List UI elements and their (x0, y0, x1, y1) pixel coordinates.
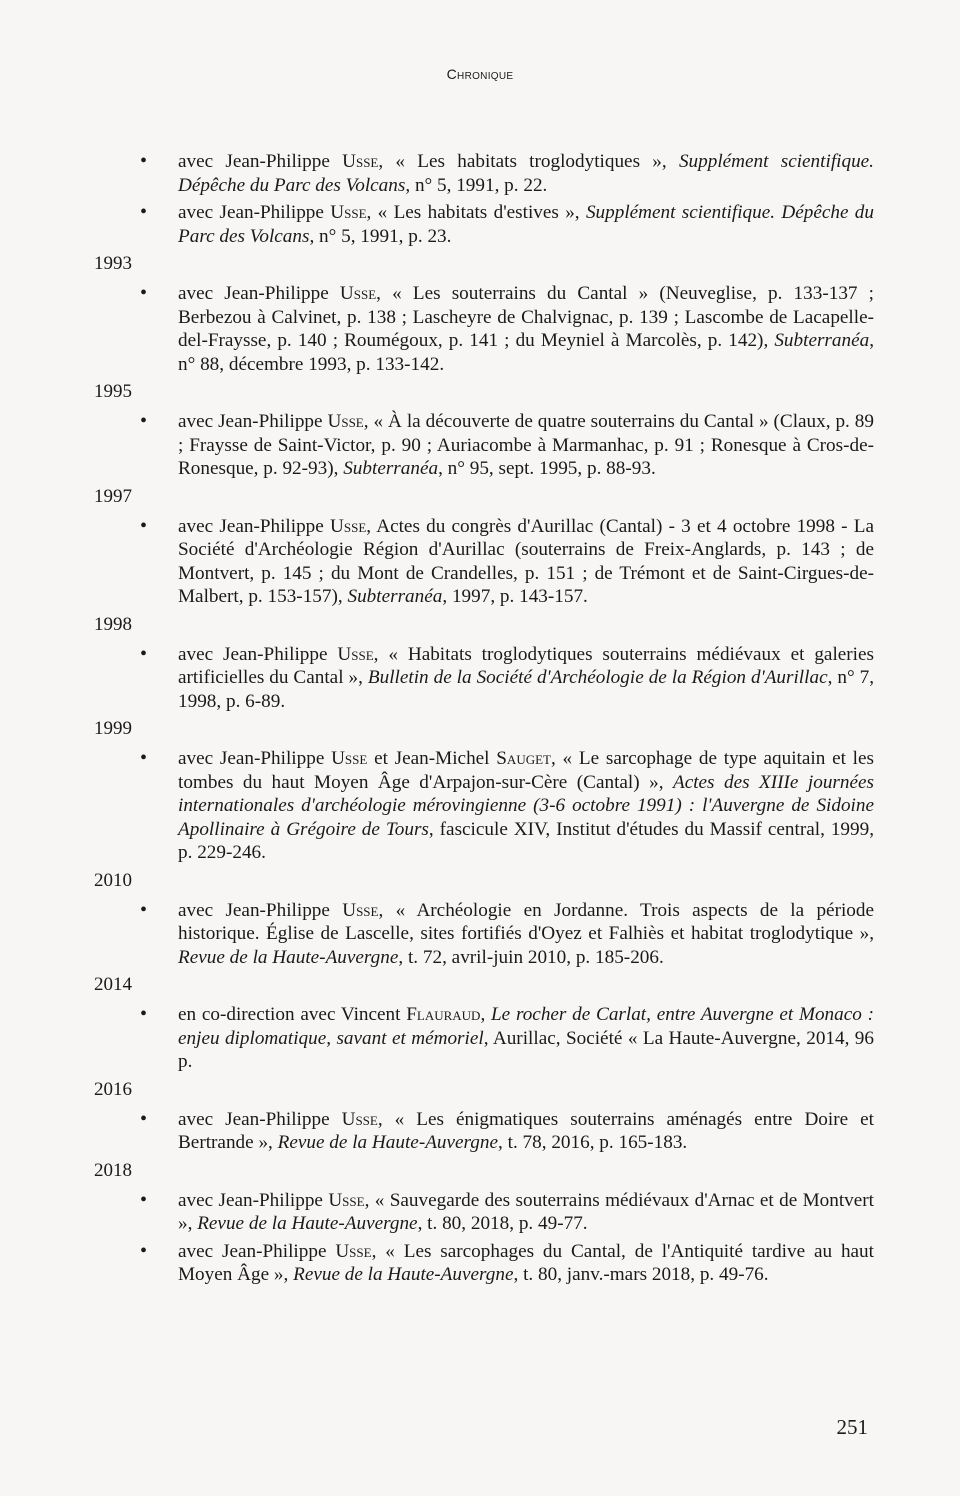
bullet-icon: • (140, 410, 148, 432)
citation-text: , « Le sarcophage de type aquitain et les tombes du haut Moyen Âge d'Arpajon-sur-Cère (Cantal) », (178, 748, 874, 793)
page-number: 251 (836, 1415, 868, 1439)
bullet-icon: • (140, 1239, 148, 1262)
bullet-icon: • (140, 150, 148, 172)
citation-text: , « Habitats troglodytiques souterrains médiévaux et galeries artificielles du Cantal », (178, 643, 874, 688)
citation-title: Actes des XIIIe journées internationales d'archéologie mérovingienne (3-6 octobre 1991) : l'Auvergne de Sidoine Apollinaire à Grégoire de Tours (178, 771, 874, 840)
bullet-icon: • (140, 514, 148, 537)
citation-text: , n° 95, sept. 1995, p. 88-93. (438, 458, 656, 479)
year-heading: 1997 (94, 485, 132, 507)
bibliography-entry (94, 1189, 874, 1236)
bibliography-entry (94, 1108, 874, 1155)
citation-text: , n° 5, 1991, p. 23. (309, 225, 452, 247)
author-name: Usse (342, 899, 379, 921)
citation-text: , n° 7, 1998, p. 6-89. (178, 667, 874, 712)
bibliography-entry (94, 410, 874, 481)
year-heading: 1995 (94, 381, 132, 402)
citation-text: , 1997, p. 143-157. (442, 586, 588, 607)
bibliography-entry (94, 282, 874, 376)
bullet-icon: • (140, 1107, 148, 1130)
citation-text: , (480, 1004, 492, 1025)
citation-text: et Jean-Michel (367, 748, 497, 769)
year-heading: 1993 (94, 253, 132, 274)
bullet-icon: • (140, 1188, 148, 1211)
author-name: Usse (327, 411, 364, 432)
bibliography-list (94, 150, 874, 1291)
citation-title: Subterranéa (343, 458, 439, 479)
bullet-icon: • (140, 747, 148, 769)
citation-text: , « Les énigmatiques souterrains aménagés entre Doire et Bertrande », (178, 1108, 874, 1153)
bibliography-entry (94, 1240, 874, 1287)
citation-text: avec Jean-Philippe (178, 643, 338, 665)
year-heading: 2018 (94, 1159, 132, 1181)
citation-text: , « Les habitats troglodytiques », (378, 151, 679, 172)
author-name: Usse (330, 515, 367, 537)
citation-text: , « Les souterrains du Cantal » (Neuveglise, p. 133-137 ; Berbezou à Calvinet, p. 138 ; Lascheyre de Chalvignac, p. 139 ; Lascombe de Lacapelle-del-Fraysse, p. 140 ; Roumégoux, p. 141 ; du Meyniel à Marcolès, p. 142), (178, 283, 874, 351)
citation-text: , t. 72, avril-juin 2010, p. 185-206. (398, 946, 664, 968)
citation-title: Revue de la Haute-Auvergne (197, 1213, 418, 1234)
bibliography-entry (94, 515, 874, 609)
citation-text: avec Jean-Philippe (178, 283, 340, 304)
citation-title: Subterranéa (347, 586, 443, 607)
author-name: Usse (335, 1240, 372, 1262)
author-name: Usse (342, 151, 379, 172)
citation-title: Supplément scientifique. Dépêche du Parc des Volcans (178, 202, 874, 247)
year-heading: 2014 (94, 974, 132, 995)
citation-title: Bulletin de la Société d'Archéologie de la Région d'Aurillac (367, 667, 828, 688)
bibliography-entry (94, 747, 874, 865)
year-heading: 1999 (94, 718, 132, 739)
citation-text: avec Jean-Philippe (178, 411, 328, 432)
author-name: Flauraud (406, 1004, 481, 1025)
citation-text: , Aurillac, Société « La Haute-Auvergne, 2014, 96 p. (178, 1027, 874, 1072)
citation-text: , fascicule XIV, Institut d'études du Massif central, 1999, p. 229-246. (178, 818, 875, 863)
bullet-icon: • (140, 282, 148, 304)
citation-text: , t. 78, 2016, p. 165-183. (498, 1132, 688, 1153)
bullet-icon: • (140, 1003, 148, 1025)
author-name: Usse (330, 202, 367, 223)
bullet-icon: • (140, 642, 148, 665)
citation-text: avec Jean-Philippe (178, 1240, 336, 1262)
citation-text: avec Jean-Philippe (178, 1108, 342, 1130)
citation-text: , t. 80, 2018, p. 49-77. (417, 1213, 588, 1234)
citation-title: Revue de la Haute-Auvergne (293, 1264, 514, 1285)
author-name: Usse (328, 1189, 365, 1211)
citation-title: Subterranéa (774, 330, 870, 351)
year-heading: 1998 (94, 613, 132, 635)
running-head: Chronique (446, 66, 514, 82)
citation-text: avec Jean-Philippe (178, 1189, 329, 1211)
citation-text: , n° 5, 1991, p. 22. (405, 174, 548, 196)
author-name: Usse (341, 1108, 378, 1130)
bullet-icon: • (140, 898, 148, 921)
bibliography-entry (94, 201, 874, 248)
bibliography-entry (94, 643, 874, 714)
citation-text: en co-direction avec Vincent (178, 1004, 407, 1025)
year-heading: 2016 (94, 1078, 132, 1100)
citation-text: avec Jean-Philippe (178, 515, 331, 537)
author-name: Usse (337, 643, 374, 665)
bibliography-entry (94, 1003, 874, 1074)
citation-text: avec Jean-Philippe (178, 202, 331, 223)
citation-text: , « Les sarcophages du Cantal, de l'Antiquité tardive au haut Moyen Âge », (178, 1240, 874, 1285)
citation-text: , Actes du congrès d'Aurillac (Cantal) - 3 et 4 octobre 1998 - La Société d'Archéologie Région d'Aurillac (souterrains de Freix-Anglards, p. 143 ; de Montvert, p. 145 ; du Mont de Crandelles, p. 151 ; de Trémont et de Saint-Cirgues-de-Malbert, p. 153-157), (178, 515, 875, 607)
citation-text: , « À la découverte de quatre souterrains du Cantal » (Claux, p. 89 ; Fraysse de Saint-Victor, p. 90 ; Auriacombe à Marmanhac, p. 91 ; Ronesque à Cros-de-Ronesque, p. 92-93), (178, 411, 874, 479)
citation-text: , n° 88, décembre 1993, p. 133-142. (178, 330, 874, 375)
author-name: Sauget (496, 748, 551, 769)
citation-text: , « Les habitats d'estives », (366, 202, 586, 223)
citation-text: , « Archéologie en Jordanne. Trois aspects de la période historique. Église de Lascelle, sites fortifiés d'Oyez et Falhiès et habitat troglodytique », (178, 899, 874, 944)
citation-title: Revue de la Haute-Auvergne (178, 946, 399, 968)
bibliography-entry (94, 150, 874, 197)
bullet-icon: • (140, 201, 148, 223)
citation-text: , t. 80, janv.-mars 2018, p. 49-76. (513, 1264, 769, 1285)
year-heading: 2010 (94, 869, 132, 891)
citation-text: avec Jean-Philippe (178, 748, 332, 769)
citation-title: Supplément scientifique. Dépêche du Parc des Volcans (178, 151, 874, 196)
citation-text: avec Jean-Philippe (178, 899, 343, 921)
citation-title: Revue de la Haute-Auvergne (277, 1132, 499, 1153)
citation-text: avec Jean-Philippe (178, 151, 343, 172)
citation-title: Le rocher de Carlat, entre Auvergne et Monaco : enjeu diplomatique, savant et mémoriel (178, 1004, 875, 1049)
bibliography-entry (94, 899, 874, 970)
citation-text: , « Sauvegarde des souterrains médiévaux d'Arnac et de Montvert », (178, 1189, 874, 1234)
author-name: Usse (331, 748, 368, 769)
author-name: Usse (339, 283, 377, 304)
